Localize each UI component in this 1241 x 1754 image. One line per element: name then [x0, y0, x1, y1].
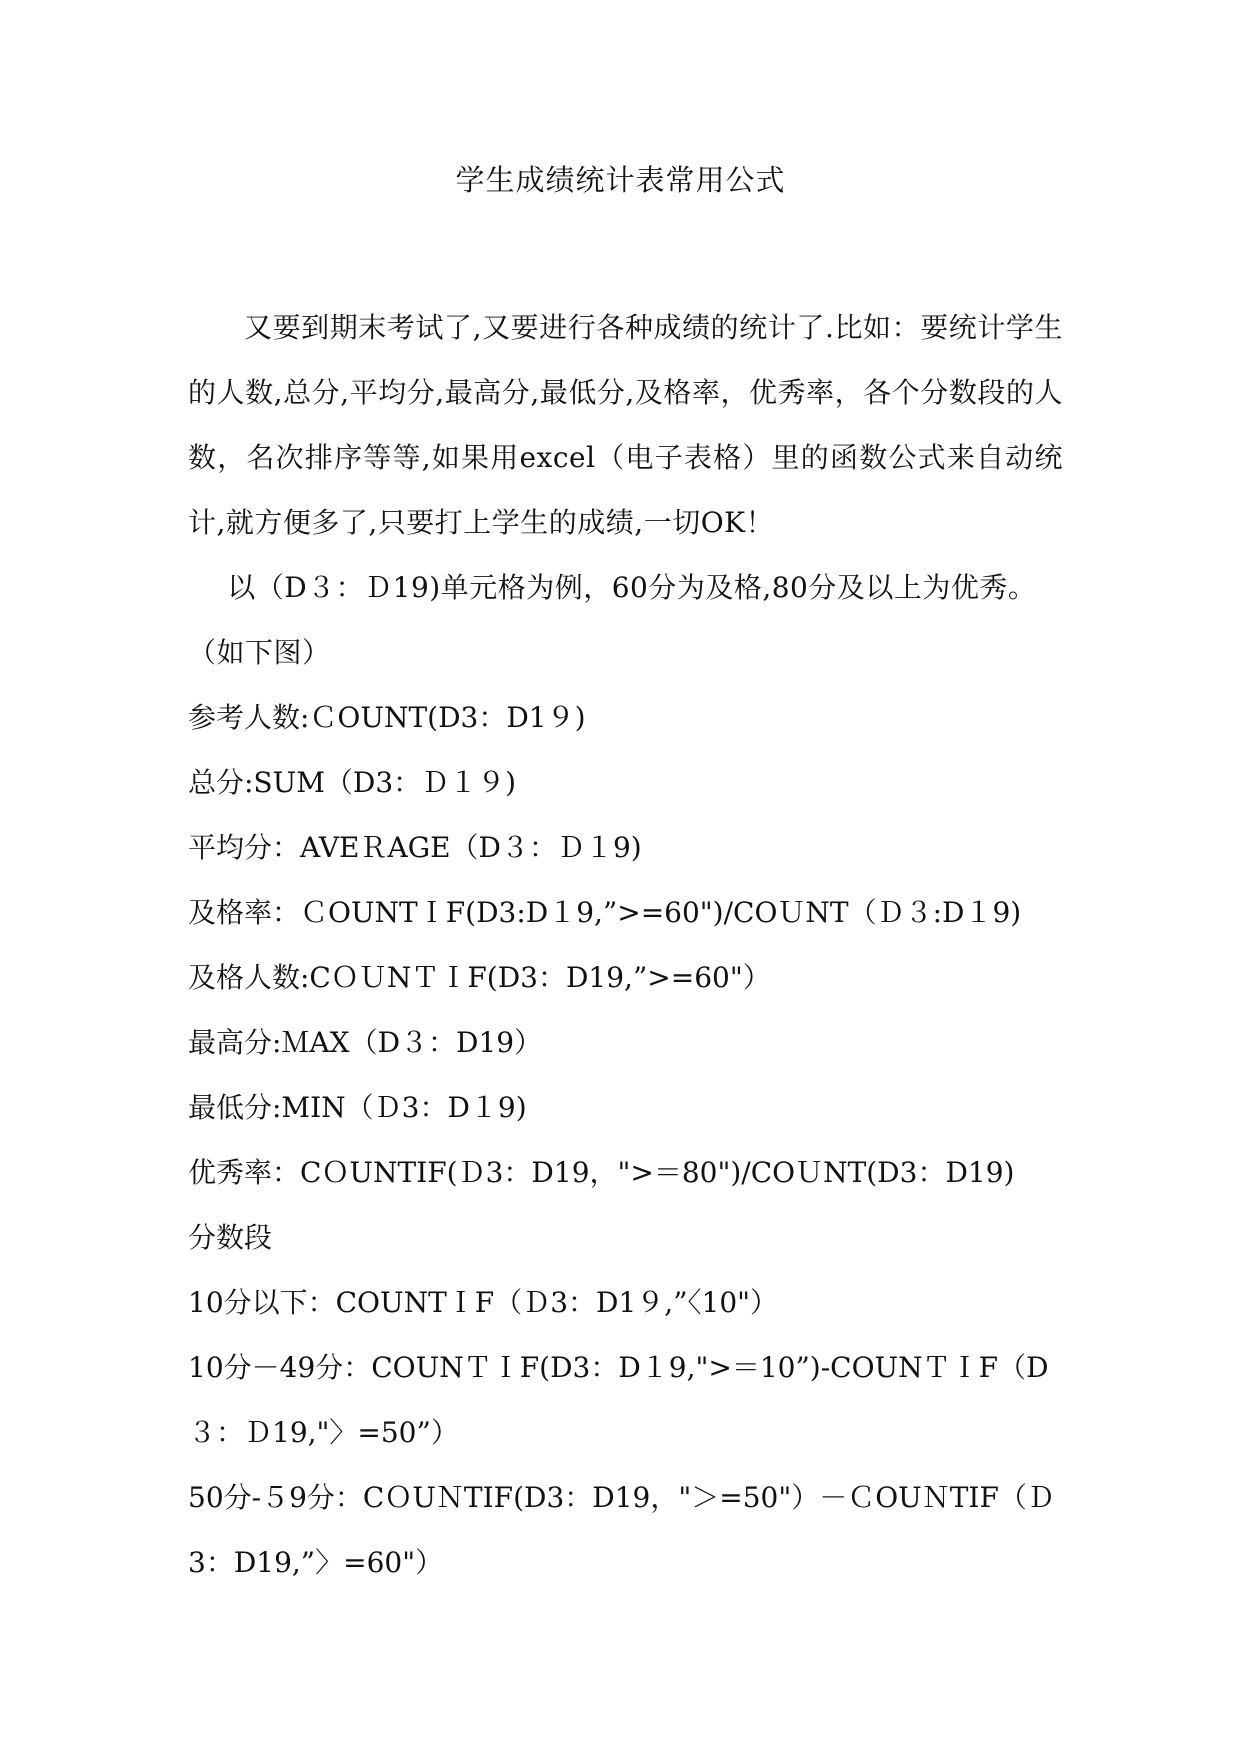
range-line: 10分－49分：COUNＴＩF(D3：D１9,">＝10”)-COUNＴＩF（D３：Ｄ19,"〉=50”）: [188, 1351, 1049, 1449]
formula-line: 最低分:MIN（Ｄ3：D１9): [188, 1091, 527, 1124]
range-line: 50分-５9分：CＯUＮTIF(D3：D19，"＞=50"）－ＣOUＮTIF（Ｄ3：D19,”〉=60"）: [188, 1481, 1055, 1579]
formula-line: 优秀率：CＯUNTIF(Ｄ3：D19，">＝80")/COＵNT(D3：D19): [188, 1156, 1015, 1189]
document-title: 学生成绩统计表常用公式: [455, 163, 786, 197]
formula-line: 及格人数:CＯＵNＴＩF(D3：D19,”>=60"）: [188, 961, 771, 994]
section-label: 分数段: [188, 1221, 273, 1254]
formula-line: 最高分:ＭAX（D３：D19）: [188, 1026, 543, 1059]
example-paragraph: 以（D３：Ｄ19)单元格为例，60分为及格,80分及以上为优秀。（如下图）: [188, 571, 1037, 669]
formula-line: 参考人数:ＣOUNT(D3：D1９): [188, 701, 586, 734]
formula-line: 及格率：ＣOUNTＩF(D3:D１9,”>=60")/COＵNT（Ｄ３:D１9): [188, 896, 1022, 929]
intro-paragraph: 又要到期末考试了,又要进行各种成绩的统计了.比如：要统计学生的人数,总分,平均分,最高分,最低分,及格率，优秀率，各个分数段的人数，名次排序等等,如果用excel（电子表格）里的函数公式来自动统计,就方便多了,只要打上学生的成绩,一切OK！: [188, 311, 1063, 539]
document-body: [188, 295, 1063, 1595]
formula-line: 总分:SUM（D3：Ｄ１９): [188, 766, 517, 799]
range-line: 10分以下：COUNTＩF（Ｄ3：D1９,”〈10"）: [188, 1286, 779, 1319]
formula-line: 平均分：AVEＲAGE（D３：Ｄ１9): [188, 831, 642, 864]
